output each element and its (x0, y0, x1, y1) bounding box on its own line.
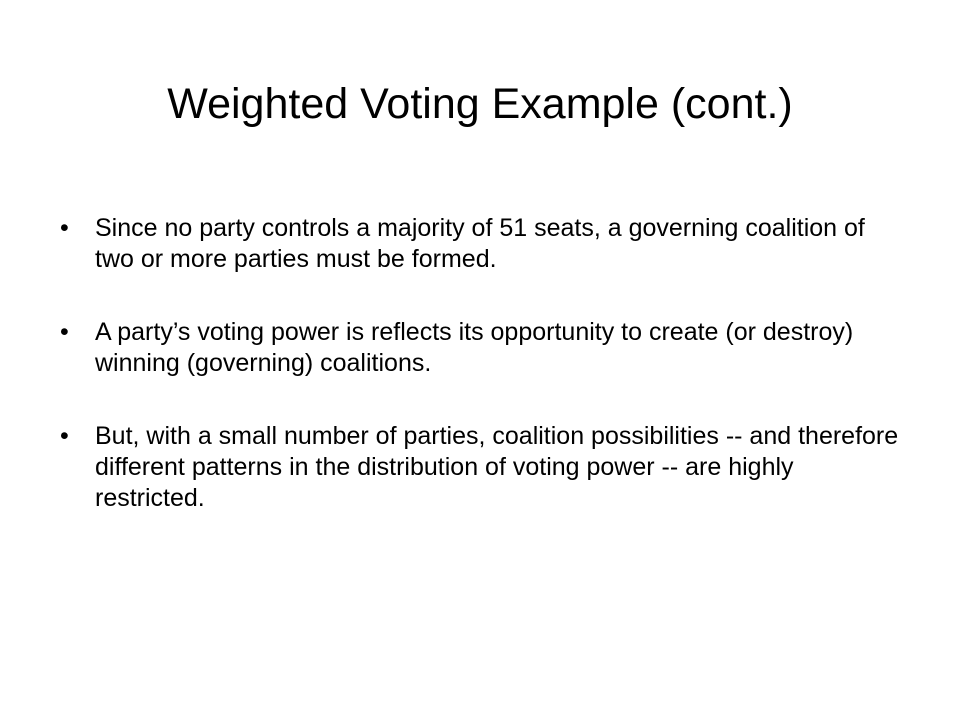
bullet-item (60, 213, 900, 275)
bullet-text: But, with a small number of parties, coalition possibilities -- and therefore different patterns in the distribution of voting power -- are highly restricted. (95, 422, 899, 512)
bullet-marker-icon: • (60, 318, 69, 346)
bullet-marker-icon: • (60, 422, 69, 450)
bullet-item (60, 421, 900, 514)
bullet-item (60, 317, 900, 379)
bullet-marker-icon: • (60, 214, 69, 242)
bullet-text: Since no party controls a majority of 51 seats, a governing coalition of two or more parties must be formed. (95, 214, 865, 273)
bullet-text: A party’s voting power is reflects its opportunity to create (or destroy) winning (governing) coalitions. (95, 318, 854, 377)
slide-title: Weighted Voting Example (cont.) (167, 80, 793, 128)
bullet-list (60, 213, 900, 514)
